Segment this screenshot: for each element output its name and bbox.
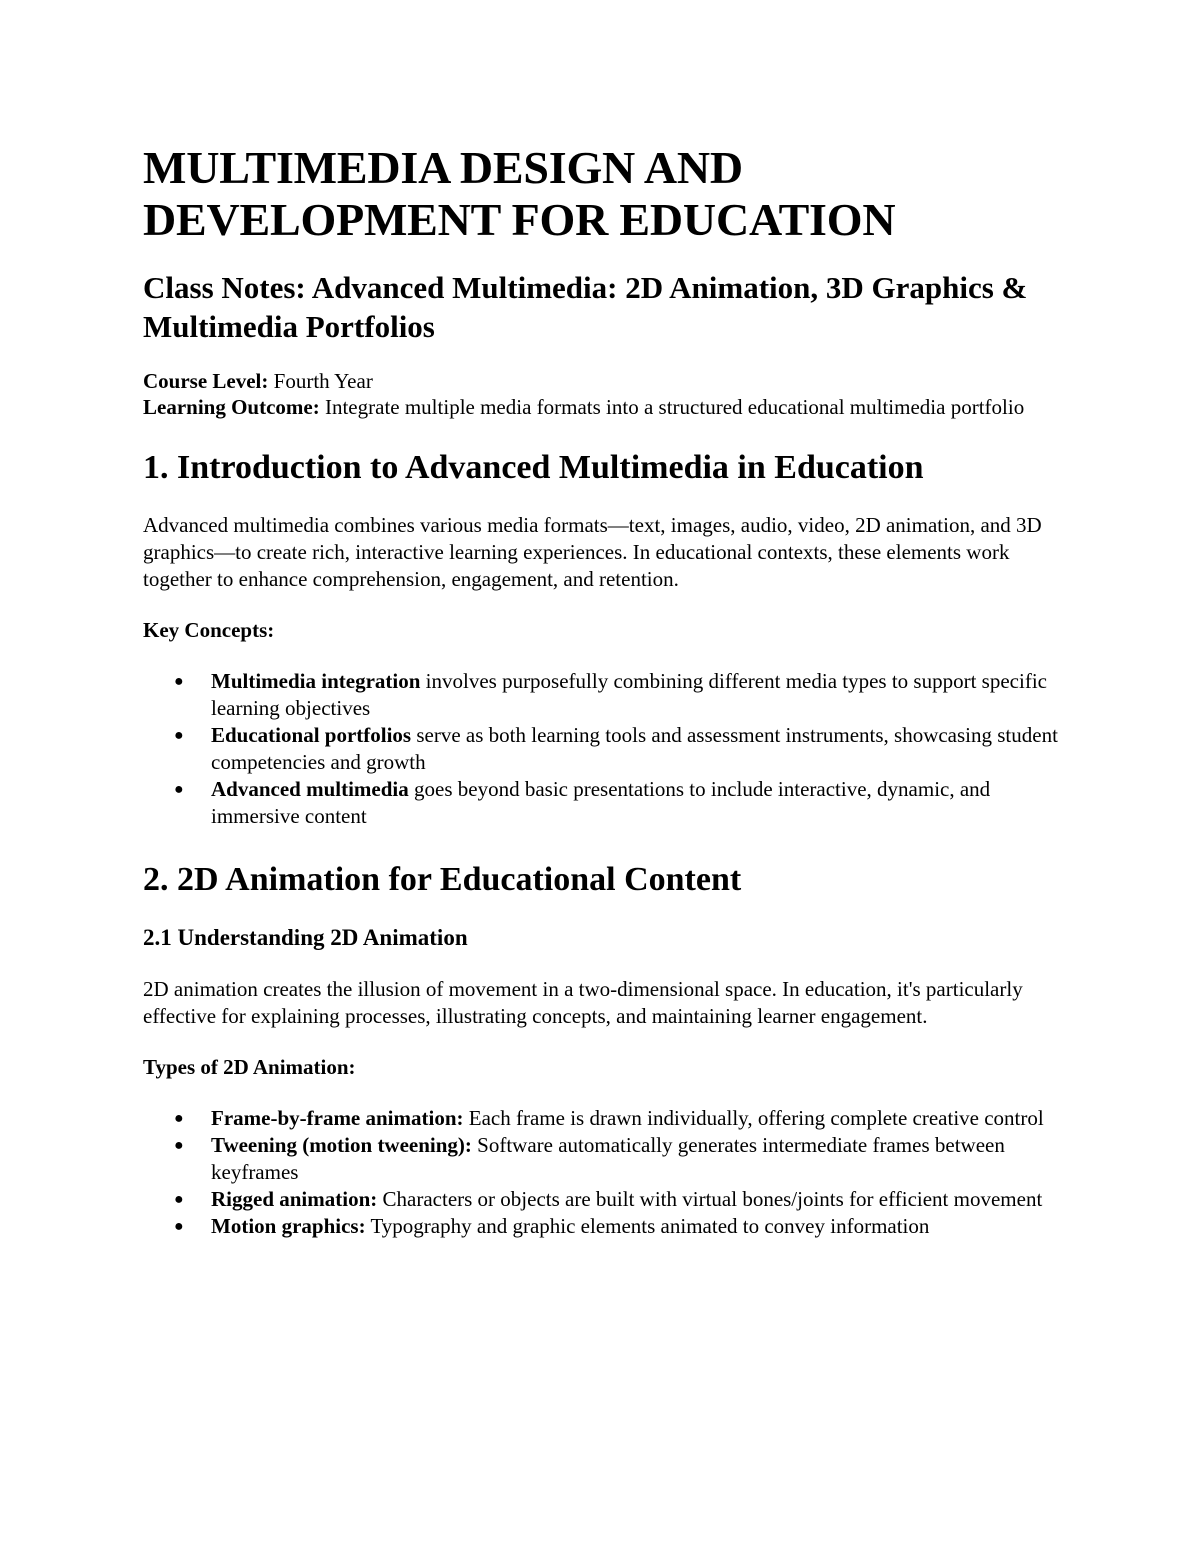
- document-subtitle: Class Notes: Advanced Multimedia: 2D Animation, 3D Graphics & Multimedia Portfolios: [143, 270, 1028, 344]
- bullet-icon: ●: [174, 727, 184, 744]
- list-item-text: Characters or objects are built with virtual bones/joints for efficient movement: [377, 1187, 1043, 1211]
- bullet-icon: ●: [174, 1137, 184, 1154]
- list-item-term: Tweening (motion tweening):: [211, 1133, 472, 1157]
- list-item-text: serve as both learning tools and assessment instruments, showcasing student competencies and growth: [211, 723, 1058, 774]
- course-level-value: Fourth Year: [268, 369, 373, 393]
- list-item: [174, 1213, 1063, 1240]
- animation-types-list: [143, 1105, 1063, 1240]
- course-level-label: Course Level:: [143, 369, 269, 393]
- key-concepts-list: [143, 668, 1063, 830]
- list-item: [174, 776, 1063, 830]
- list-item: [174, 722, 1063, 776]
- section-2-heading: 2. 2D Animation for Educational Content: [143, 861, 742, 898]
- list-item: [174, 1132, 1063, 1186]
- list-item-text: goes beyond basic presentations to include interactive, dynamic, and immersive content: [211, 777, 991, 828]
- learning-outcome-line: [143, 394, 1063, 420]
- list-item-term: Advanced multimedia: [211, 777, 409, 801]
- section-1-heading: 1. Introduction to Advanced Multimedia in Education: [143, 449, 924, 486]
- list-item-text: Typography and graphic elements animated to convey information: [365, 1214, 930, 1238]
- learning-outcome-value: Integrate multiple media formats into a structured educational multimedia portfolio: [319, 395, 1025, 419]
- list-item-text: Each frame is drawn individually, offering complete creative control: [463, 1106, 1044, 1130]
- list-item-term: Educational portfolios: [211, 723, 412, 747]
- key-concepts-label: Key Concepts:: [143, 618, 275, 642]
- learning-outcome-label: Learning Outcome:: [143, 395, 320, 419]
- list-item-text: involves purposefully combining different media types to support specific learning objectives: [211, 669, 1047, 720]
- section-2-paragraph: 2D animation creates the illusion of movement in a two-dimensional space. In education, it's particularly effective for explaining processes, illustrating concepts, and maintaining learner engagement.: [143, 977, 1023, 1028]
- document-title: MULTIMEDIA DESIGN AND DEVELOPMENT FOR EDUCATION: [143, 142, 896, 245]
- section-1-paragraph: Advanced multimedia combines various media formats—text, images, audio, video, 2D animation, and 3D graphics—to create rich, interactive learning experiences. In educational contexts, these elements work together to enhance comprehension, engagement, and retention.: [143, 513, 1042, 591]
- bullet-icon: ●: [174, 1110, 184, 1127]
- course-level-line: [143, 368, 1063, 394]
- list-item-term: Motion graphics:: [211, 1214, 366, 1238]
- bullet-icon: ●: [174, 1191, 184, 1208]
- bullet-icon: ●: [174, 673, 184, 690]
- section-2-1-heading: 2.1 Understanding 2D Animation: [143, 925, 468, 950]
- course-meta: [143, 368, 1063, 420]
- list-item-text: Software automatically generates intermediate frames between keyframes: [211, 1133, 1005, 1184]
- list-item: [174, 668, 1063, 722]
- bullet-icon: ●: [174, 781, 184, 798]
- types-label: Types of 2D Animation:: [143, 1055, 356, 1079]
- list-item-term: Rigged animation:: [211, 1187, 378, 1211]
- list-item: [174, 1186, 1063, 1213]
- document-page: [143, 142, 1063, 1270]
- list-item: [174, 1105, 1063, 1132]
- list-item-term: Multimedia integration: [211, 669, 421, 693]
- bullet-icon: ●: [174, 1218, 184, 1235]
- list-item-term: Frame-by-frame animation:: [211, 1106, 464, 1130]
